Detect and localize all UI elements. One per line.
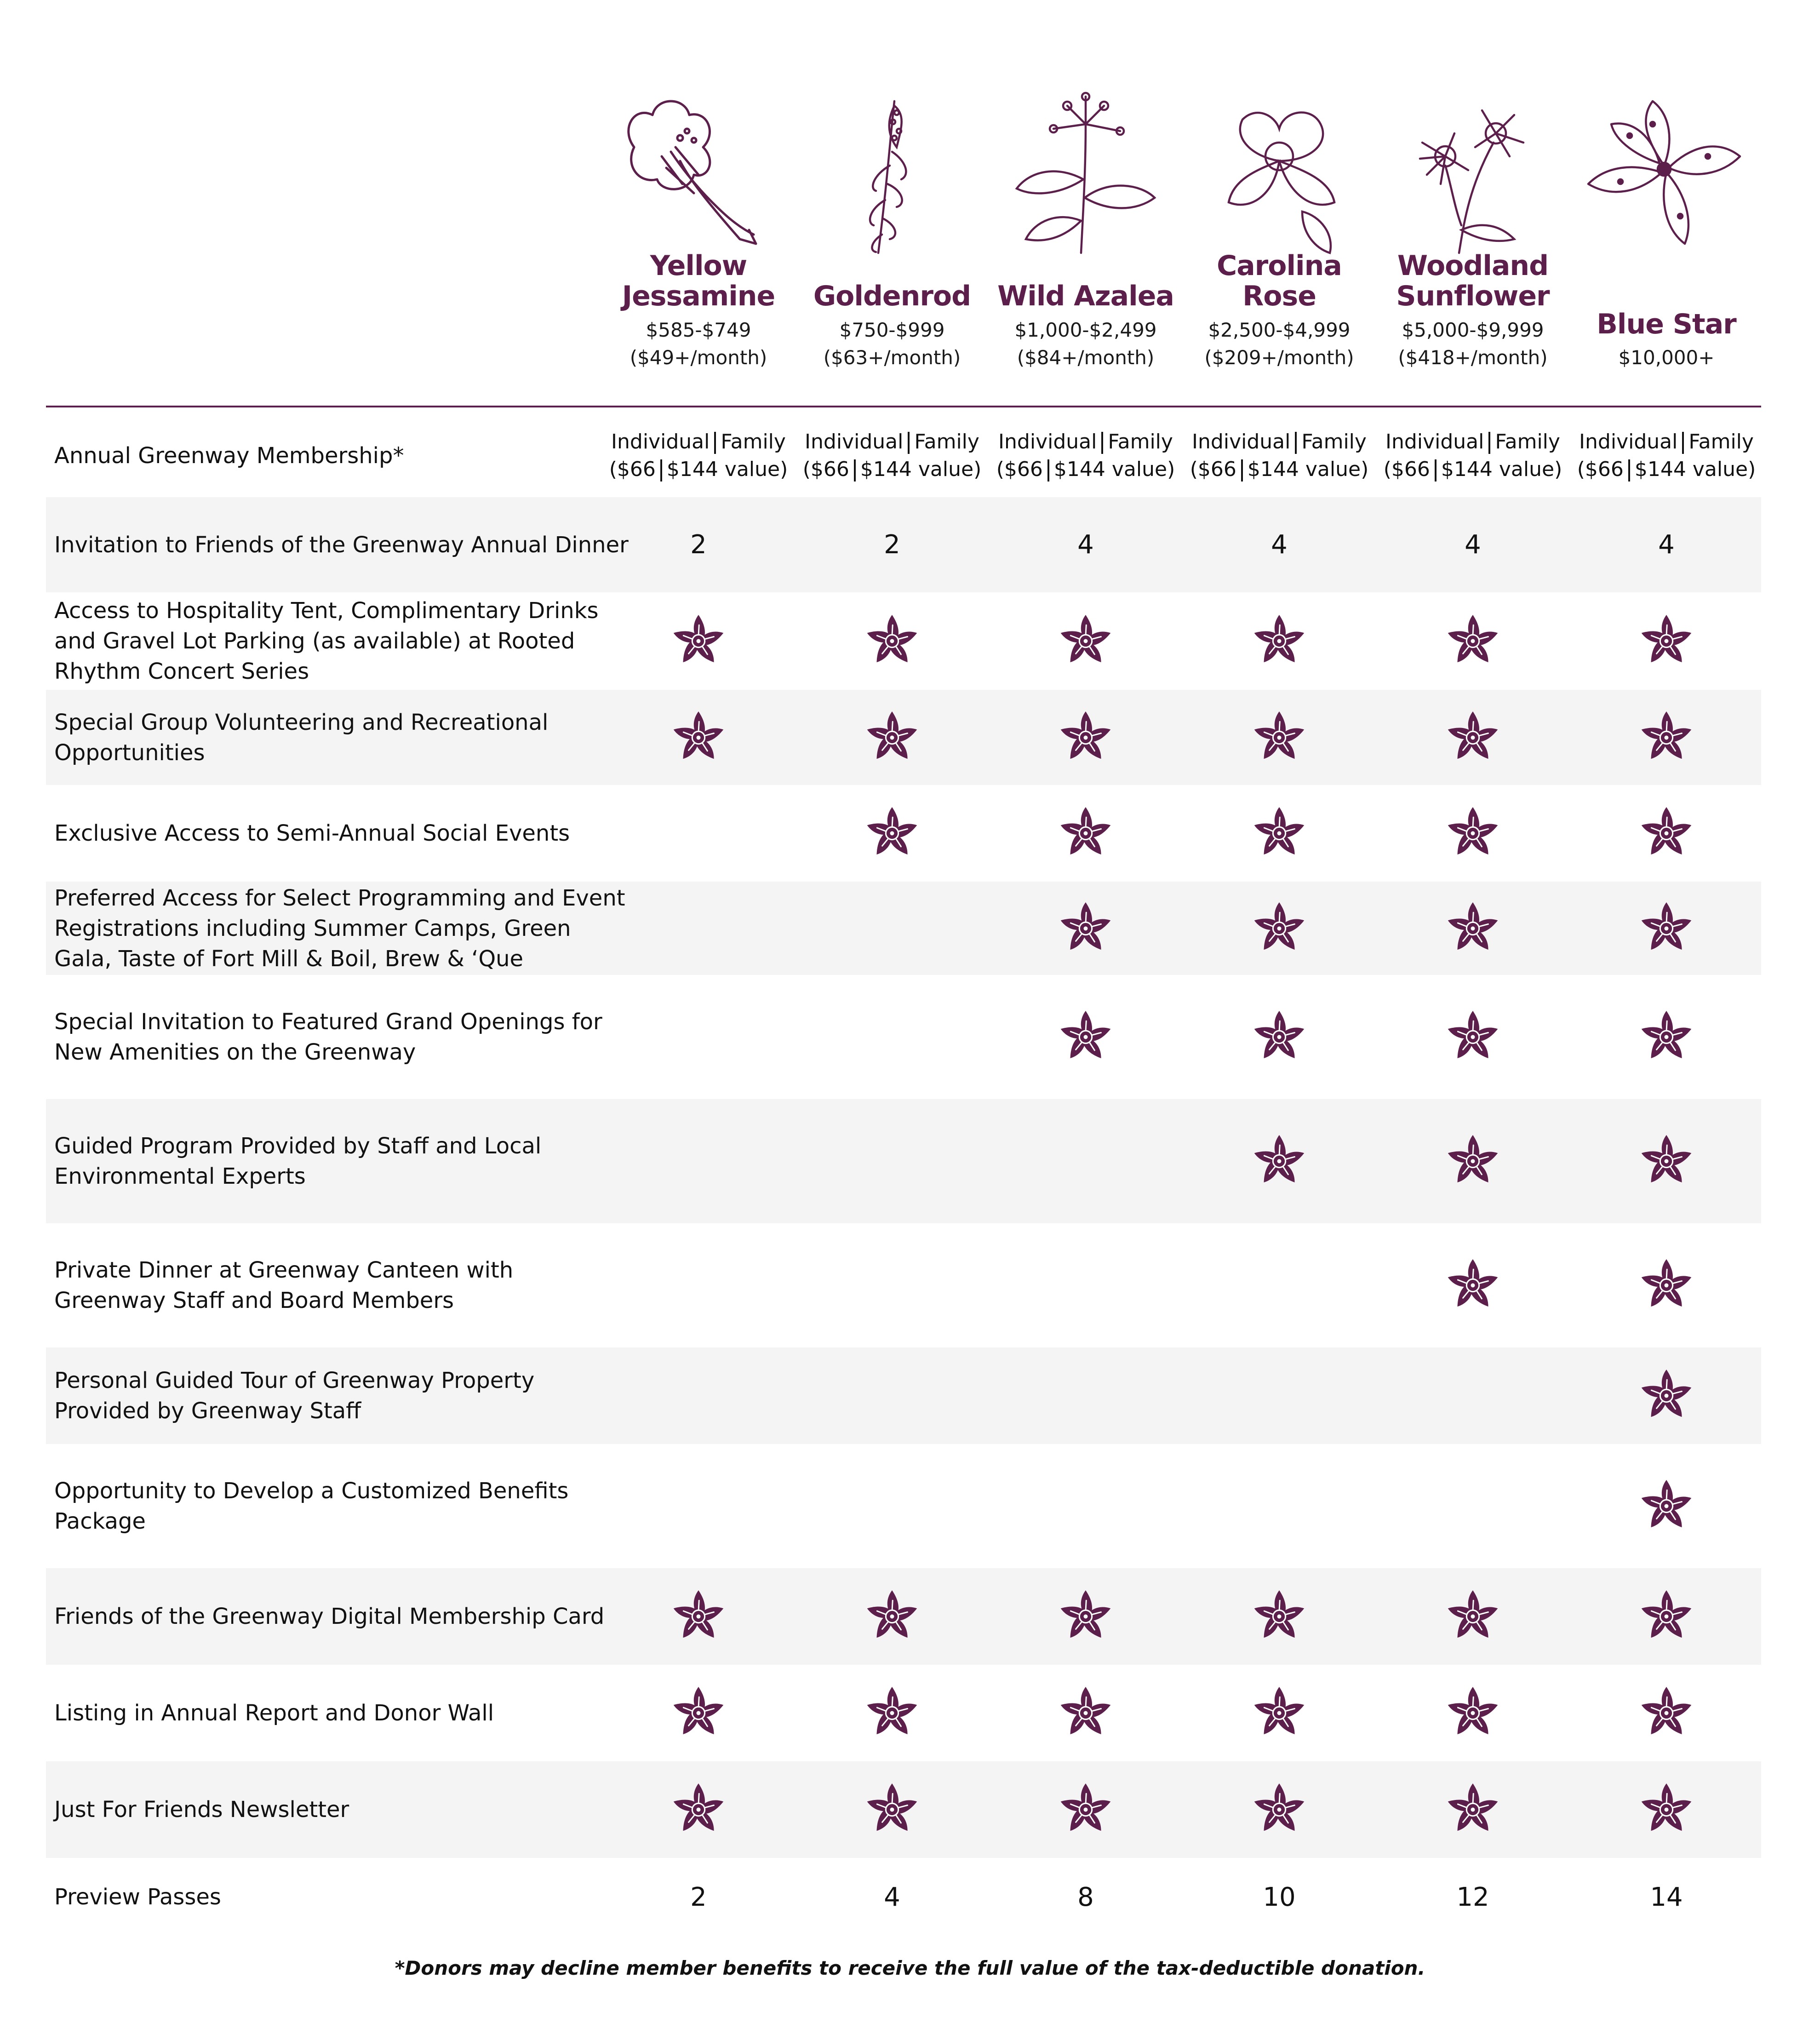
star-flower-icon [1057,1588,1114,1645]
individual-value: ($66 [1577,457,1624,481]
benefit-row [46,592,1761,690]
benefit-row [46,1665,1761,1761]
tier-price: $1,000-$2,499 [1014,319,1157,341]
separator-bar [1047,459,1049,481]
star-flower-icon [864,1781,921,1838]
star-flower-icon [1057,900,1114,957]
goldenrod-illustration [796,87,989,258]
count-value: 2 [884,530,900,560]
star-flower-icon [1638,709,1695,766]
tier-cell [1183,592,1376,690]
star-flower-icon [1638,1588,1695,1645]
tier-name: Goldenrod [813,280,971,312]
family-label: Family [914,430,979,453]
tier-cell [1376,1665,1569,1761]
tier-price: $10,000+ [1618,346,1715,369]
tier-monthly-price: ($84+/month) [1017,346,1155,369]
benefit-row [46,1099,1761,1223]
benefit-label: Access to Hospitality Tent, Complimentary Drinks and Gravel Lot Parking (as available) at Rooted Rhythm Concert Series [54,598,599,684]
star-flower-icon [1251,1009,1308,1066]
tier-cell [796,1665,989,1761]
tier-price: $2,500-$4,999 [1208,319,1351,341]
star-flower-icon [1444,1781,1501,1838]
count-value: 4 [1077,530,1094,560]
benefit-label: Preview Passes [54,1884,221,1910]
benefit-label: Private Dinner at Greenway Canteen with Greenway Staff and Board Members [54,1257,514,1313]
star-flower-icon [1444,900,1501,957]
tier-name-line1: Woodland [1397,250,1549,282]
star-flower-icon [1638,1009,1695,1066]
tier-name: Wild Azalea [997,280,1174,312]
tier-cell [1570,882,1763,975]
tier-cell [1183,975,1376,1099]
benefit-label: Special Group Volunteering and Recreational Opportunities [54,709,549,766]
star-flower-icon [1638,900,1695,957]
tier-cell [1570,1665,1763,1761]
tier-cell [989,1665,1182,1761]
individual-label: Individual [1579,430,1678,453]
tier-cell [989,1761,1182,1858]
individual-value: ($66 [996,457,1043,481]
tier-cell [602,592,795,690]
benefit-label: Preferred Access for Select Programming and Event Registrations including Summer Camps, Green Gala, Taste of Fort Mill & Boil, Brew & ‘Que [54,885,625,972]
star-flower-icon [1444,1588,1501,1645]
star-flower-icon [1638,1685,1695,1742]
star-flower-icon [1057,1685,1114,1742]
tier-cell [796,1444,989,1568]
membership-value-cell [1570,414,1763,497]
family-value: $144 value) [1247,457,1369,481]
benefit-label: Listing in Annual Report and Donor Wall [54,1700,494,1726]
family-label: Family [721,430,786,453]
tier-cell [602,1223,795,1347]
tier-cell [989,975,1182,1099]
tier-monthly-price: ($49+/month) [630,346,767,369]
benefit-row [46,690,1761,785]
benefit-label: Guided Program Provided by Staff and Local Environmental Experts [54,1133,542,1189]
individual-value: ($66 [609,457,656,481]
star-flower-icon [1444,1685,1501,1742]
tier-cell [1183,1099,1376,1223]
benefit-row [46,882,1761,975]
yellow-jessamine-illustration [602,87,795,258]
star-flower-icon [1444,805,1501,862]
family-value: $144 value) [1441,457,1562,481]
star-flower-icon [1251,709,1308,766]
family-label: Family [1495,430,1560,453]
family-value: $144 value) [666,457,788,481]
star-flower-icon [670,1685,727,1742]
tier-price: $750-$999 [839,319,945,341]
star-flower-icon [1638,613,1695,670]
star-flower-icon [1444,613,1501,670]
star-flower-icon [1251,1781,1308,1838]
membership-value-cell [1376,414,1569,497]
tier-cell [796,882,989,975]
membership-value-line [803,456,981,483]
woodland-sunflower-illustration [1376,87,1569,258]
benefit-label: Annual Greenway Membership* [54,442,404,469]
tier-cell [796,975,989,1099]
separator-bar [1435,459,1437,481]
count-value: 2 [690,1882,707,1912]
separator-bar [1682,432,1684,454]
star-flower-icon [1057,1009,1114,1066]
count-value: 4 [884,1882,900,1912]
tier-cell [796,1347,989,1444]
star-flower-icon [864,1685,921,1742]
tier-cell [602,1444,795,1568]
individual-label: Individual [1192,430,1291,453]
tier-cell [989,1568,1182,1665]
star-flower-icon [1638,1478,1695,1535]
tier-cell [602,1347,795,1444]
star-flower-icon [1251,613,1308,670]
individual-label: Individual [805,430,904,453]
membership-value-line [1384,456,1562,483]
family-value: $144 value) [1634,457,1756,481]
benefit-row [46,975,1761,1099]
individual-label: Individual [1385,430,1484,453]
tier-cell [1183,1347,1376,1444]
benefit-label: Exclusive Access to Semi-Annual Social Events [54,820,570,846]
separator-bar [1295,432,1297,454]
tier-cell [1183,1568,1376,1665]
separator-bar [1241,459,1243,481]
star-flower-icon [670,709,727,766]
benefit-label: Friends of the Greenway Digital Membership Card [54,1604,605,1629]
tier-cell [602,882,795,975]
separator-bar [908,432,910,454]
tier-cell [1570,1347,1763,1444]
star-flower-icon [864,1588,921,1645]
tier-cell [1570,592,1763,690]
membership-row [46,414,1761,497]
individual-value: ($66 [1383,457,1430,481]
count-value: 4 [1271,530,1288,560]
star-flower-icon [1444,1133,1501,1190]
membership-type-line [998,428,1173,456]
individual-value: ($66 [1190,457,1236,481]
tier-cell [796,785,989,882]
individual-label: Individual [611,430,710,453]
tier-cell [1570,785,1763,882]
tier-cell [989,690,1182,785]
tier-cell [989,1223,1182,1347]
membership-value-line [1190,456,1368,483]
tier-cell [1570,1568,1763,1665]
tier-monthly-price: ($209+/month) [1204,346,1354,369]
benefit-row [46,1858,1761,1936]
star-flower-icon [864,613,921,670]
benefit-label: Personal Guided Tour of Greenway Property Provided by Greenway Staff [54,1368,535,1424]
star-flower-icon [1444,1257,1501,1314]
tier-cell [1183,690,1376,785]
benefit-row [46,497,1761,592]
count-value: 4 [1658,530,1675,560]
tier-cell [602,1568,795,1665]
tier-name: Rose [1242,280,1316,312]
family-label: Family [1688,430,1754,453]
tier-cell [1570,1761,1763,1858]
star-flower-icon [1251,1133,1308,1190]
benefit-label: Invitation to Friends of the Greenway Annual Dinner [54,532,629,558]
tier-cell [602,975,795,1099]
star-flower-icon [1057,709,1114,766]
star-flower-icon [1444,1009,1501,1066]
count-value: 4 [1465,530,1481,560]
star-flower-icon [670,613,727,670]
membership-value-line [1577,456,1756,483]
star-flower-icon [1638,805,1695,862]
family-value: $144 value) [860,457,982,481]
star-flower-icon [1638,1257,1695,1314]
tier-cell [602,1761,795,1858]
star-flower-icon [1251,1588,1308,1645]
tier-cell [1376,1099,1569,1223]
membership-value-cell [989,414,1182,497]
tier-cell [796,690,989,785]
count-value: 8 [1077,1882,1094,1912]
tier-name-line1: Carolina [1217,250,1342,282]
benefit-row [46,1223,1761,1347]
tier-cell [1376,1444,1569,1568]
tier-name-line1: Yellow [650,250,747,282]
blue-star-illustration [1570,87,1763,258]
footnote: *Donors may decline member benefits to receive the full value of the tax-deductible donation. [395,1957,1425,1979]
separator-bar [1101,432,1103,454]
membership-value-cell [1183,414,1376,497]
header-divider [46,406,1761,407]
tier-cell [1183,1665,1376,1761]
count-value: 2 [690,530,707,560]
tier-cell [1376,882,1569,975]
tier-cell [1376,1223,1569,1347]
separator-bar [1628,459,1630,481]
tier-cell [989,882,1182,975]
count-value: 10 [1263,1882,1296,1912]
individual-value: ($66 [802,457,849,481]
membership-type-line [805,428,979,456]
family-label: Family [1301,430,1367,453]
membership-type-line [611,428,786,456]
family-value: $144 value) [1053,457,1175,481]
tier-cell [1570,975,1763,1099]
benefit-row [46,1568,1761,1665]
star-flower-icon [1057,613,1114,670]
star-flower-icon [670,1588,727,1645]
star-flower-icon [1638,1133,1695,1190]
tier-cell [602,1099,795,1223]
separator-bar [660,459,662,481]
membership-value-cell [796,414,989,497]
tier-cell [1376,785,1569,882]
tier-cell [796,1568,989,1665]
tier-cell [1570,1099,1763,1223]
tier-cell [1183,1223,1376,1347]
star-flower-icon [1251,1685,1308,1742]
tier-price: $5,000-$9,999 [1402,319,1544,341]
tier-cell [1570,1223,1763,1347]
benefit-row [46,785,1761,882]
benefit-row [46,1347,1761,1444]
tier-name: Blue Star [1597,308,1736,340]
tier-cell [1183,1761,1376,1858]
tier-cell [796,1223,989,1347]
tier-cell [1183,785,1376,882]
tier-cell [1183,1444,1376,1568]
tier-price: $585-$749 [646,319,751,341]
tier-cell [602,690,795,785]
star-flower-icon [1638,1781,1695,1838]
tier-cell [989,1444,1182,1568]
tier-cell [1376,975,1569,1099]
tier-cell [989,592,1182,690]
tier-cell [1376,690,1569,785]
star-flower-icon [864,805,921,862]
star-flower-icon [1251,900,1308,957]
tier-cell [1570,690,1763,785]
membership-type-line [1579,428,1754,456]
tier-cell [1376,1568,1569,1665]
individual-label: Individual [998,430,1097,453]
separator-bar [854,459,856,481]
membership-type-line [1385,428,1560,456]
tier-cell [796,1099,989,1223]
tier-cell [1376,592,1569,690]
separator-bar [1488,432,1490,454]
star-flower-icon [1057,1781,1114,1838]
tier-cell [1570,1444,1763,1568]
benefit-row [46,1761,1761,1858]
benefit-label: Opportunity to Develop a Customized Benefits Package [54,1478,569,1534]
membership-value-cell [602,414,795,497]
tier-cell [602,785,795,882]
tier-monthly-price: ($63+/month) [823,346,961,369]
wild-azalea-illustration [989,87,1182,258]
separator-bar [714,432,716,454]
tier-cell [796,592,989,690]
membership-type-line [1192,428,1367,456]
tier-cell [989,1099,1182,1223]
star-flower-icon [1251,805,1308,862]
tier-cell [1376,1761,1569,1858]
benefit-label: Special Invitation to Featured Grand Openings for New Amenities on the Greenway [54,1009,602,1065]
tier-name: Sunflower [1396,280,1550,312]
star-flower-icon [1444,709,1501,766]
membership-value-line [996,456,1175,483]
tier-monthly-price: ($418+/month) [1398,346,1548,369]
count-value: 14 [1650,1882,1683,1912]
tier-cell [989,1347,1182,1444]
benefit-row [46,1444,1761,1568]
tier-cell [989,785,1182,882]
membership-value-line [609,456,788,483]
tier-cell [796,1761,989,1858]
family-label: Family [1108,430,1173,453]
count-value: 12 [1456,1882,1489,1912]
star-flower-icon [1057,805,1114,862]
star-flower-icon [670,1781,727,1838]
benefit-label: Just For Friends Newsletter [54,1797,349,1823]
tier-cell [602,1665,795,1761]
tier-cell [1376,1347,1569,1444]
tier-name: Jessamine [622,280,775,312]
star-flower-icon [1638,1367,1695,1424]
tier-cell [1183,882,1376,975]
carolina-rose-illustration [1183,87,1376,258]
star-flower-icon [864,709,921,766]
